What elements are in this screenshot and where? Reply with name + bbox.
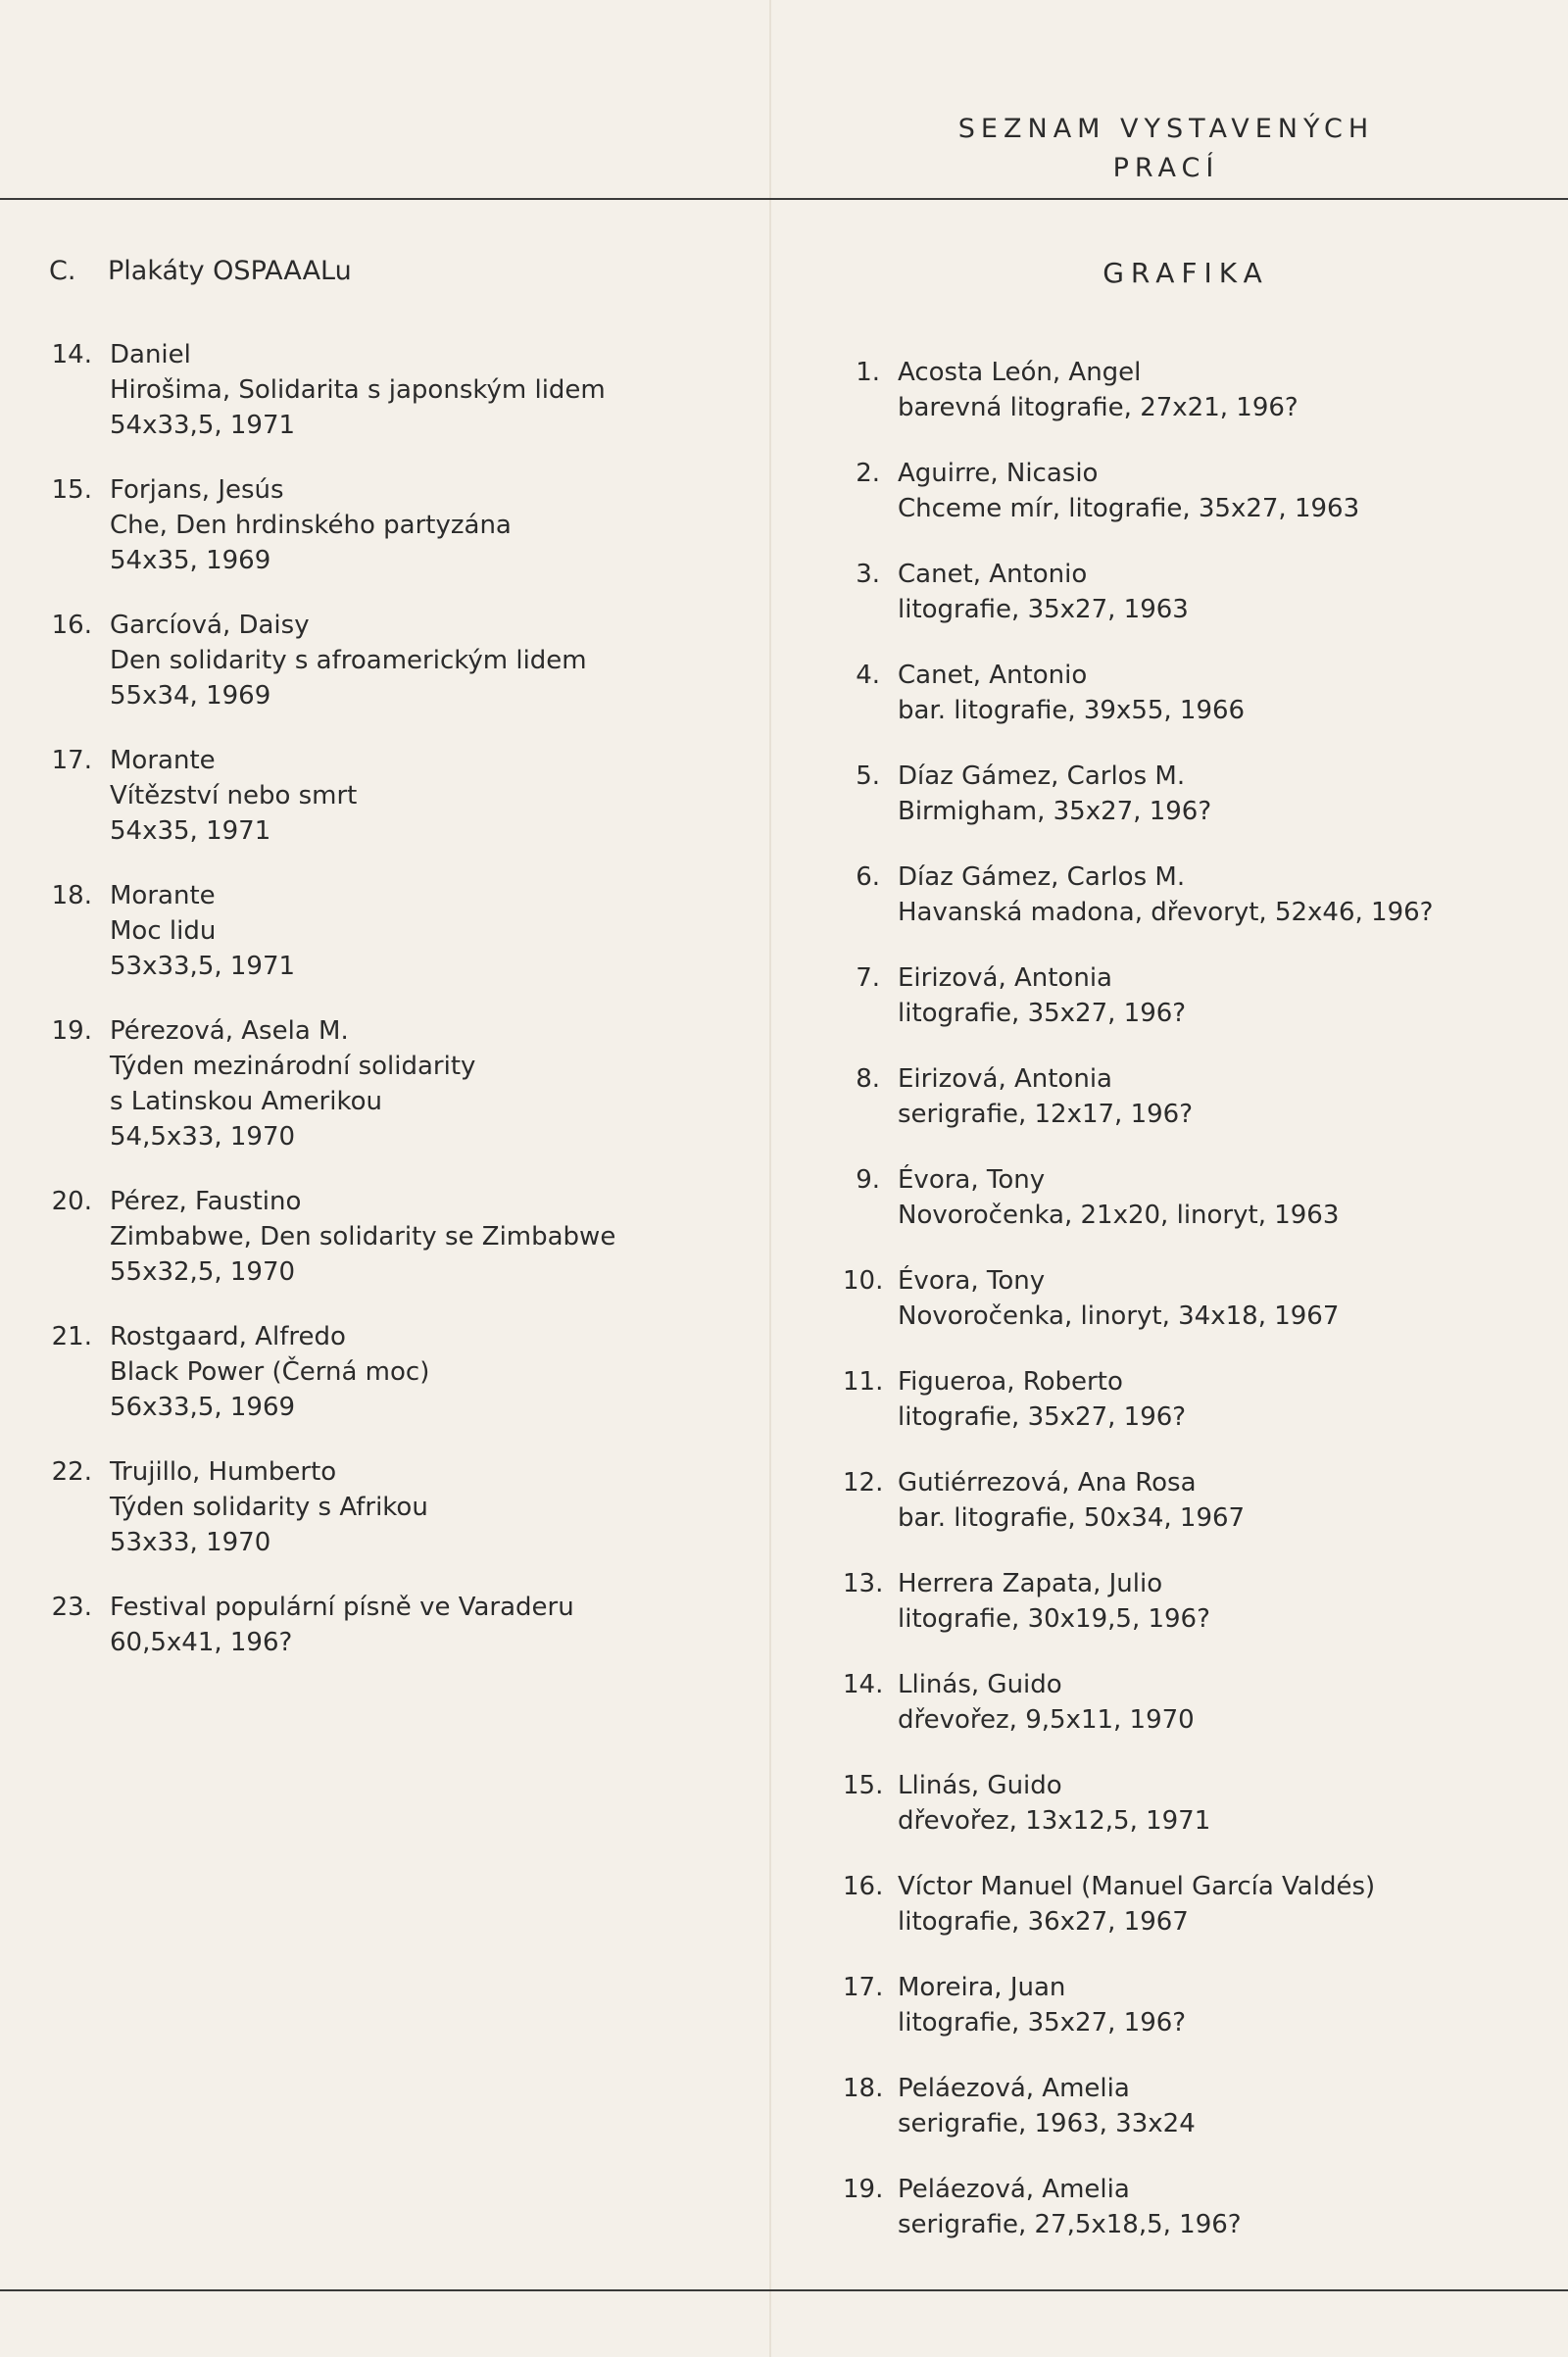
item-line: Morante bbox=[110, 881, 216, 910]
title-line-2: PRACÍ bbox=[1112, 153, 1220, 183]
item-line: 53x33, 1970 bbox=[110, 1528, 271, 1557]
item-line: Llinás, Guido bbox=[898, 1771, 1062, 1800]
item-text bbox=[898, 557, 1529, 627]
list-item bbox=[843, 1364, 1529, 1435]
item-line: 56x33,5, 1969 bbox=[110, 1393, 296, 1422]
item-line: Forjans, Jesús bbox=[110, 475, 284, 505]
list-item bbox=[843, 658, 1529, 728]
item-line: Évora, Tony bbox=[898, 1165, 1046, 1195]
item-line: Canet, Antonio bbox=[898, 560, 1088, 589]
bottom-divider bbox=[0, 2289, 1568, 2291]
item-line: bar. litografie, 50x34, 1967 bbox=[898, 1503, 1246, 1533]
item-line: Novoročenka, linoryt, 34x18, 1967 bbox=[898, 1301, 1340, 1331]
item-text bbox=[898, 1465, 1529, 1536]
item-line: Novoročenka, 21x20, linoryt, 1963 bbox=[898, 1201, 1340, 1230]
item-text bbox=[898, 658, 1529, 728]
list-item bbox=[843, 557, 1529, 627]
list-item bbox=[843, 1263, 1529, 1334]
item-text bbox=[898, 355, 1529, 425]
item-text bbox=[898, 859, 1529, 930]
section-letter: C. bbox=[49, 256, 76, 286]
list-item bbox=[843, 456, 1529, 526]
list-item bbox=[843, 859, 1529, 930]
list-item bbox=[843, 2172, 1529, 2242]
item-text bbox=[898, 1061, 1529, 1132]
item-text bbox=[898, 2071, 1529, 2141]
item-line: Eirizová, Antonia bbox=[898, 963, 1112, 993]
page-fold bbox=[769, 0, 771, 2357]
title-line-1: SEZNAM VYSTAVENÝCH bbox=[957, 114, 1375, 144]
item-text bbox=[898, 1566, 1529, 1637]
item-line: 55x34, 1969 bbox=[110, 681, 271, 711]
document-title bbox=[911, 110, 1421, 188]
item-line: Llinás, Guido bbox=[898, 1670, 1062, 1699]
item-line: dřevořez, 9,5x11, 1970 bbox=[898, 1705, 1195, 1735]
item-text bbox=[898, 1768, 1529, 1839]
item-text bbox=[898, 759, 1529, 829]
list-item bbox=[843, 1566, 1529, 1637]
item-number: 18. bbox=[51, 881, 92, 910]
item-line: Birmigham, 35x27, 196? bbox=[898, 797, 1212, 826]
item-number: 21. bbox=[51, 1322, 92, 1351]
item-line: dřevořez, 13x12,5, 1971 bbox=[898, 1806, 1211, 1836]
item-number: 14. bbox=[51, 340, 92, 369]
item-text bbox=[898, 960, 1529, 1031]
item-line: Moc lidu bbox=[110, 916, 217, 946]
item-text bbox=[898, 1970, 1529, 2040]
section-heading-posters bbox=[49, 255, 352, 288]
item-line: Den solidarity s afroamerickým lidem bbox=[110, 646, 587, 675]
list-item bbox=[843, 1162, 1529, 1233]
item-text bbox=[110, 1319, 676, 1425]
item-line: litografie, 36x27, 1967 bbox=[898, 1907, 1189, 1937]
item-number: 13. bbox=[843, 1569, 884, 1598]
list-item bbox=[49, 743, 676, 849]
item-number: 18. bbox=[843, 2074, 884, 2103]
item-line: Herrera Zapata, Julio bbox=[898, 1569, 1163, 1598]
item-line: Festival populární písně ve Varaderu bbox=[110, 1593, 574, 1622]
list-item bbox=[843, 2071, 1529, 2141]
item-line: Týden solidarity s Afrikou bbox=[110, 1493, 428, 1522]
item-line: Gutiérrezová, Ana Rosa bbox=[898, 1468, 1197, 1498]
item-line: 53x33,5, 1971 bbox=[110, 952, 296, 981]
poster-list bbox=[49, 337, 676, 1690]
item-line: Díaz Gámez, Carlos M. bbox=[898, 862, 1186, 892]
item-number: 6. bbox=[856, 862, 880, 892]
item-number: 15. bbox=[843, 1771, 884, 1800]
item-text bbox=[898, 1263, 1529, 1334]
list-item bbox=[49, 1319, 676, 1425]
list-item bbox=[49, 608, 676, 713]
item-line: 54x35, 1969 bbox=[110, 546, 271, 575]
item-text bbox=[110, 1013, 676, 1154]
item-line: Vítězství nebo smrt bbox=[110, 781, 358, 810]
item-number: 17. bbox=[51, 746, 92, 775]
item-line: 54x33,5, 1971 bbox=[110, 411, 296, 440]
item-number: 11. bbox=[843, 1367, 884, 1397]
list-item bbox=[843, 960, 1529, 1031]
item-number: 20. bbox=[51, 1187, 92, 1216]
item-text bbox=[898, 456, 1529, 526]
item-number: 23. bbox=[51, 1593, 92, 1622]
item-line: barevná litografie, 27x21, 196? bbox=[898, 393, 1298, 422]
item-line: Rostgaard, Alfredo bbox=[110, 1322, 346, 1351]
item-line: Pérez, Faustino bbox=[110, 1187, 302, 1216]
top-divider bbox=[0, 198, 1568, 200]
item-line: Zimbabwe, Den solidarity se Zimbabwe bbox=[110, 1222, 616, 1252]
item-number: 19. bbox=[843, 2175, 884, 2204]
item-line: Garcíová, Daisy bbox=[110, 611, 310, 640]
item-line: Eirizová, Antonia bbox=[898, 1064, 1112, 1094]
item-line: serigrafie, 12x17, 196? bbox=[898, 1100, 1193, 1129]
item-number: 9. bbox=[856, 1165, 880, 1195]
item-number: 3. bbox=[856, 560, 880, 589]
list-item bbox=[843, 355, 1529, 425]
list-item bbox=[843, 1667, 1529, 1738]
list-item bbox=[49, 1184, 676, 1290]
item-line: Canet, Antonio bbox=[898, 661, 1088, 690]
item-line: litografie, 35x27, 1963 bbox=[898, 595, 1189, 624]
item-line: litografie, 30x19,5, 196? bbox=[898, 1604, 1210, 1634]
item-line: Týden mezinárodní solidarity bbox=[110, 1052, 476, 1081]
item-number: 1. bbox=[856, 358, 880, 387]
list-item bbox=[843, 1061, 1529, 1132]
item-line: litografie, 35x27, 196? bbox=[898, 2008, 1187, 2038]
item-text bbox=[110, 1590, 676, 1660]
item-line: 60,5x41, 196? bbox=[110, 1628, 293, 1657]
item-text bbox=[110, 743, 676, 849]
item-line: Chceme mír, litografie, 35x27, 1963 bbox=[898, 494, 1360, 523]
item-line: Morante bbox=[110, 746, 216, 775]
item-number: 8. bbox=[856, 1064, 880, 1094]
graphics-list bbox=[843, 355, 1529, 2273]
item-line: Peláezová, Amelia bbox=[898, 2175, 1130, 2204]
item-number: 15. bbox=[51, 475, 92, 505]
item-number: 4. bbox=[856, 661, 880, 690]
item-line: Évora, Tony bbox=[898, 1266, 1046, 1296]
item-line: Aguirre, Nicasio bbox=[898, 459, 1099, 488]
item-number: 17. bbox=[843, 1973, 884, 2002]
item-text bbox=[898, 1162, 1529, 1233]
list-item bbox=[843, 1768, 1529, 1839]
item-line: Black Power (Černá moc) bbox=[110, 1357, 430, 1387]
item-line: Díaz Gámez, Carlos M. bbox=[898, 761, 1186, 791]
item-number: 12. bbox=[843, 1468, 884, 1498]
item-line: s Latinskou Amerikou bbox=[110, 1087, 382, 1116]
item-line: Daniel bbox=[110, 340, 191, 369]
item-number: 16. bbox=[51, 611, 92, 640]
list-item bbox=[49, 337, 676, 443]
list-item bbox=[843, 1869, 1529, 1940]
item-text bbox=[110, 608, 676, 713]
item-text bbox=[898, 1667, 1529, 1738]
item-number: 16. bbox=[843, 1872, 884, 1901]
item-line: Havanská madona, dřevoryt, 52x46, 196? bbox=[898, 898, 1434, 927]
list-item bbox=[49, 878, 676, 984]
item-number: 14. bbox=[843, 1670, 884, 1699]
item-number: 5. bbox=[856, 761, 880, 791]
item-line: Peláezová, Amelia bbox=[898, 2074, 1130, 2103]
item-number: 22. bbox=[51, 1457, 92, 1487]
item-line: litografie, 35x27, 196? bbox=[898, 999, 1187, 1028]
item-number: 7. bbox=[856, 963, 880, 993]
item-text bbox=[898, 1869, 1529, 1940]
item-line: litografie, 35x27, 196? bbox=[898, 1402, 1187, 1432]
item-line: 55x32,5, 1970 bbox=[110, 1257, 296, 1287]
section-title: Plakáty OSPAAALu bbox=[108, 256, 352, 286]
item-line: Víctor Manuel (Manuel García Valdés) bbox=[898, 1872, 1376, 1901]
item-text bbox=[110, 878, 676, 984]
item-line: Che, Den hrdinského partyzána bbox=[110, 511, 512, 540]
list-item bbox=[843, 759, 1529, 829]
list-item bbox=[49, 472, 676, 578]
item-line: serigrafie, 1963, 33x24 bbox=[898, 2109, 1196, 2138]
item-line: serigrafie, 27,5x18,5, 196? bbox=[898, 2210, 1242, 2239]
item-line: Trujillo, Humberto bbox=[110, 1457, 337, 1487]
item-text bbox=[110, 337, 676, 443]
item-number: 10. bbox=[843, 1266, 884, 1296]
list-item bbox=[49, 1013, 676, 1154]
item-text bbox=[898, 1364, 1529, 1435]
item-number: 19. bbox=[51, 1016, 92, 1046]
item-line: Figueroa, Roberto bbox=[898, 1367, 1123, 1397]
item-line: bar. litografie, 39x55, 1966 bbox=[898, 696, 1246, 725]
list-item bbox=[49, 1454, 676, 1560]
item-line: Hirošima, Solidarita s japonským lidem bbox=[110, 375, 606, 405]
item-line: 54x35, 1971 bbox=[110, 816, 271, 846]
item-number: 2. bbox=[856, 459, 880, 488]
item-line: Acosta León, Angel bbox=[898, 358, 1142, 387]
item-line: Pérezová, Asela M. bbox=[110, 1016, 349, 1046]
list-item bbox=[843, 1970, 1529, 2040]
item-text bbox=[110, 1454, 676, 1560]
list-item bbox=[843, 1465, 1529, 1536]
item-line: 54,5x33, 1970 bbox=[110, 1122, 296, 1152]
item-line: Moreira, Juan bbox=[898, 1973, 1066, 2002]
section-heading-graphics: GRAFIKA bbox=[1102, 257, 1269, 289]
item-text bbox=[898, 2172, 1529, 2242]
item-text bbox=[110, 1184, 676, 1290]
list-item bbox=[49, 1590, 676, 1660]
item-text bbox=[110, 472, 676, 578]
